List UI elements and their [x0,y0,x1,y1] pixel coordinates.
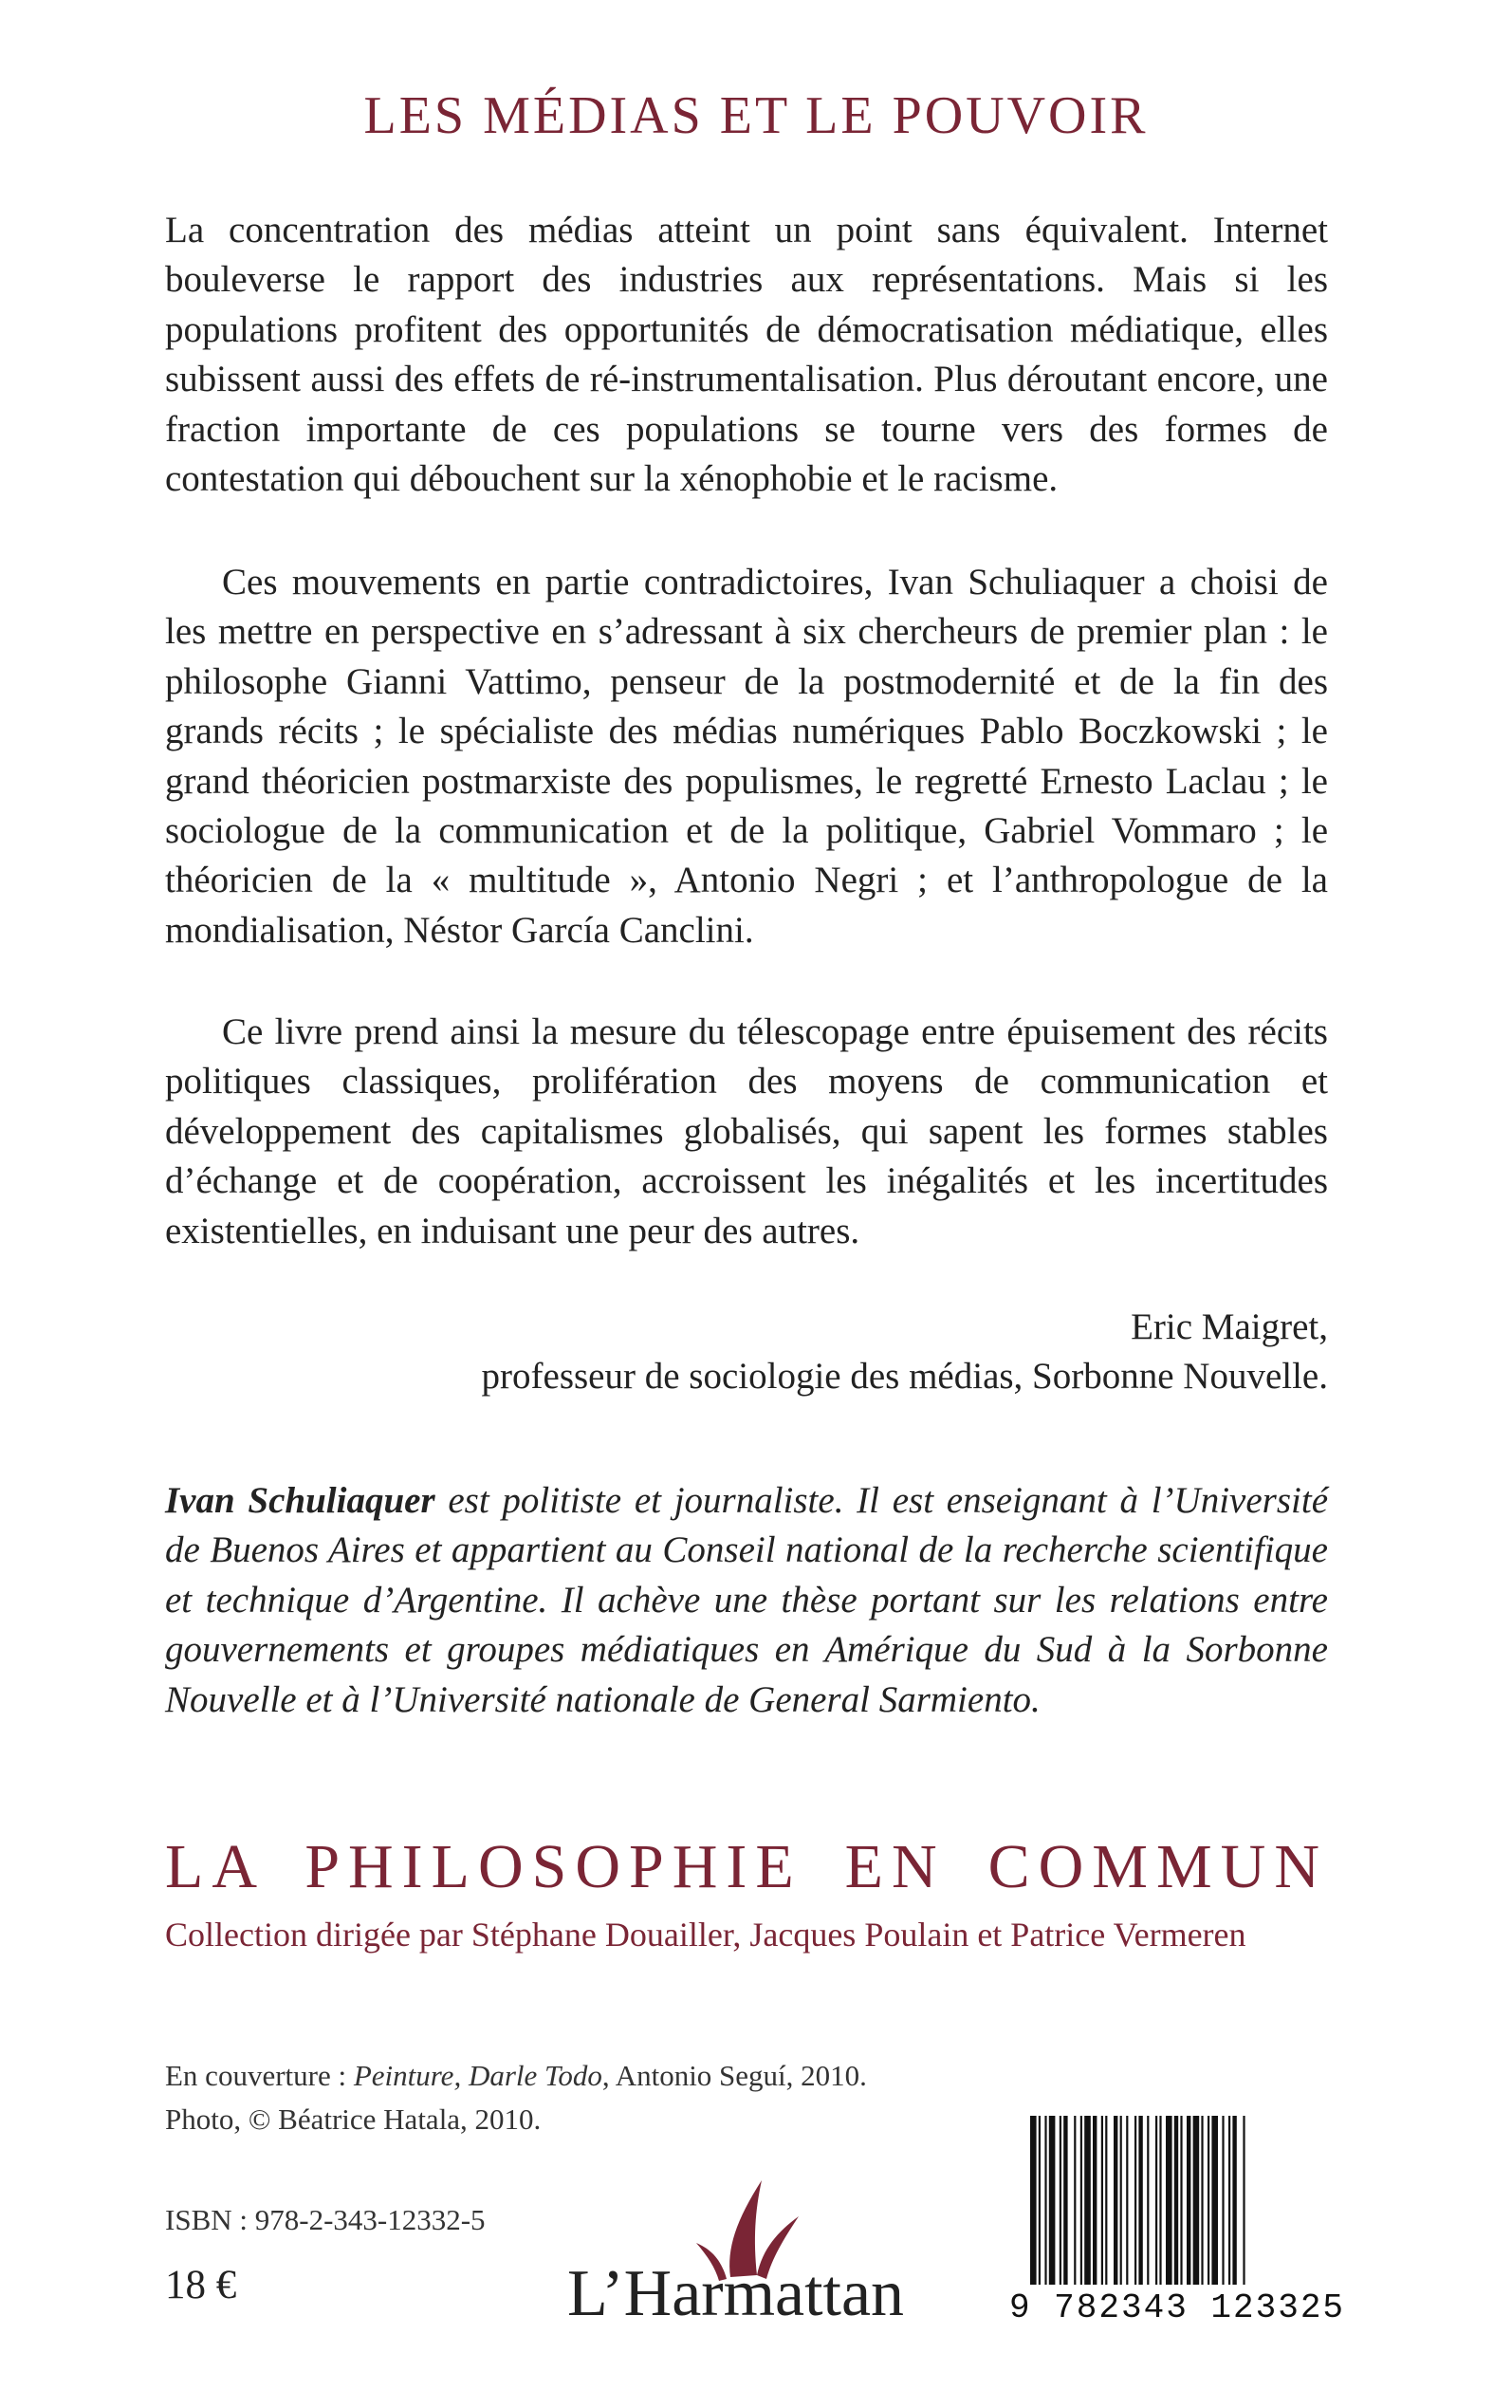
barcode-bar [1120,2116,1122,2287]
barcode-bar [1174,2116,1178,2287]
barcode-bar [1114,2116,1117,2287]
blurb-paragraph-1: La concentration des médias atteint un point sans équivalent. Internet bouleverse le rapport des industries aux représentations. Mais si les populations profitent des opportunités de démocratisation médiatique, elles subissent aussi des effets de ré-instrumentalisation. Plus déroutant encore, une fraction importante de ces populations se tourne vers des formes de contestation qui débouchent sur la xénophobie et le racisme. [165,210,1328,500]
barcode-bar [1084,2116,1091,2287]
artwork-title: Peinture, Darle Todo [353,2059,602,2092]
signature-role: professeur de sociologie des médias, Sorbonne Nouvelle. [481,1356,1328,1397]
isbn: ISBN : 978-2-343-12332-5 [165,2203,486,2236]
barcode-bar [1159,2116,1161,2287]
collection-subtitle: Collection dirigée par Stéphane Douailler, Jacques Poulain et Patrice Vermeren [165,1916,1246,1954]
barcode-bar [1030,2116,1037,2287]
barcode-bar [1180,2116,1182,2287]
barcode-bar [1201,2116,1203,2287]
publisher-name: L’Harmattan [567,2257,905,2330]
barcode-bar [1093,2116,1097,2287]
blurb-paragraph-3: Ce livre prend ainsi la mesure du télescopage entre épuisement des récits politiques classiques, prolifération des moyens de communication et développement des capitalismes globalisés, qui sapent les formes stables d’échange et de coopération, accroissent les inégalités et les incertitudes existentielles, en induisant une peur des autres. [165,1011,1328,1251]
barcode-bar [1044,2116,1046,2287]
author-name: Ivan Schuliaquer [165,1480,435,1521]
book-title: LES MÉDIAS ET LE POUVOIR [363,86,1149,145]
barcode-bar [1039,2116,1041,2287]
barcode-bar [1060,2116,1061,2287]
barcode-bar [1155,2116,1157,2287]
barcode-bar [1232,2116,1236,2287]
barcode-bar [1222,2116,1224,2287]
cover-credits [165,2054,867,2141]
barcode-bar [1187,2116,1190,2287]
barcode-bar [1243,2116,1245,2287]
blurb-paragraph-2: Ces mouvements en partie contradictoires, Ivan Schuliaquer a choisi de les mettre en perspective en s’adressant à six chercheurs de premier plan : le philosophe Gianni Vattimo, penseur de la postmodernité et de la fin des grands récits ; le spécialiste des médias numériques Pablo Boczkowski ; le grand théoricien postmarxiste des populismes, le regretté Ernesto Laclau ; le sociologue de la communication et de la politique, Gabriel Vommaro ; le théoricien de la « multitude », Antonio Negri ; et l’anthropologue de la mondialisation, Néstor García Canclini. [165,562,1328,951]
barcode-bar [1211,2116,1218,2287]
author-bio-text: est politiste et journaliste. Il est enseignant à l’Université de Buenos Aires et appartient au Conseil national de la recherche scientifique et technique d’Argentine. Il achève une thèse portant sur les relations entre gouvernements et groupes médiatiques en Amérique du Sud à la Sorbonne Nouvelle et à l’Université nationale de General Sarmiento. [165,1480,1329,1720]
photo-credit-line: Photo, © Béatrice Hatala, 2010. [165,2102,542,2136]
collection-name: LA PHILOSOPHIE EN COMMUN [165,1832,1328,1901]
barcode-bar [1208,2116,1209,2287]
barcode-bar [1228,2116,1230,2287]
barcode-bar [1193,2116,1200,2287]
barcode-bar [1063,2116,1067,2287]
signature-name: Eric Maigret, [1131,1306,1328,1347]
publisher-logo [567,2163,947,2330]
barcode-bar [1080,2116,1082,2287]
barcode [1008,2116,1346,2327]
barcode-bar [1126,2116,1128,2287]
barcode-bar [1101,2116,1103,2287]
barcode-bar [1138,2116,1142,2287]
barcode-bar [1049,2116,1056,2287]
barcode-bar [1105,2116,1107,2287]
barcode-number: 9 782343 123325 [1008,2288,1346,2327]
barcode-bar [1074,2116,1076,2287]
cover-credit-line: En couverture : Peinture, Darle Todo, Antonio Seguí, 2010. [165,2059,867,2092]
barcode-bars [1030,2116,1245,2287]
barcode-bar [1134,2116,1136,2287]
author-bio [165,1476,1328,1725]
barcode-bar [1147,2116,1149,2287]
barcode-bar [1166,2116,1172,2287]
price: 18 € [165,2263,237,2307]
